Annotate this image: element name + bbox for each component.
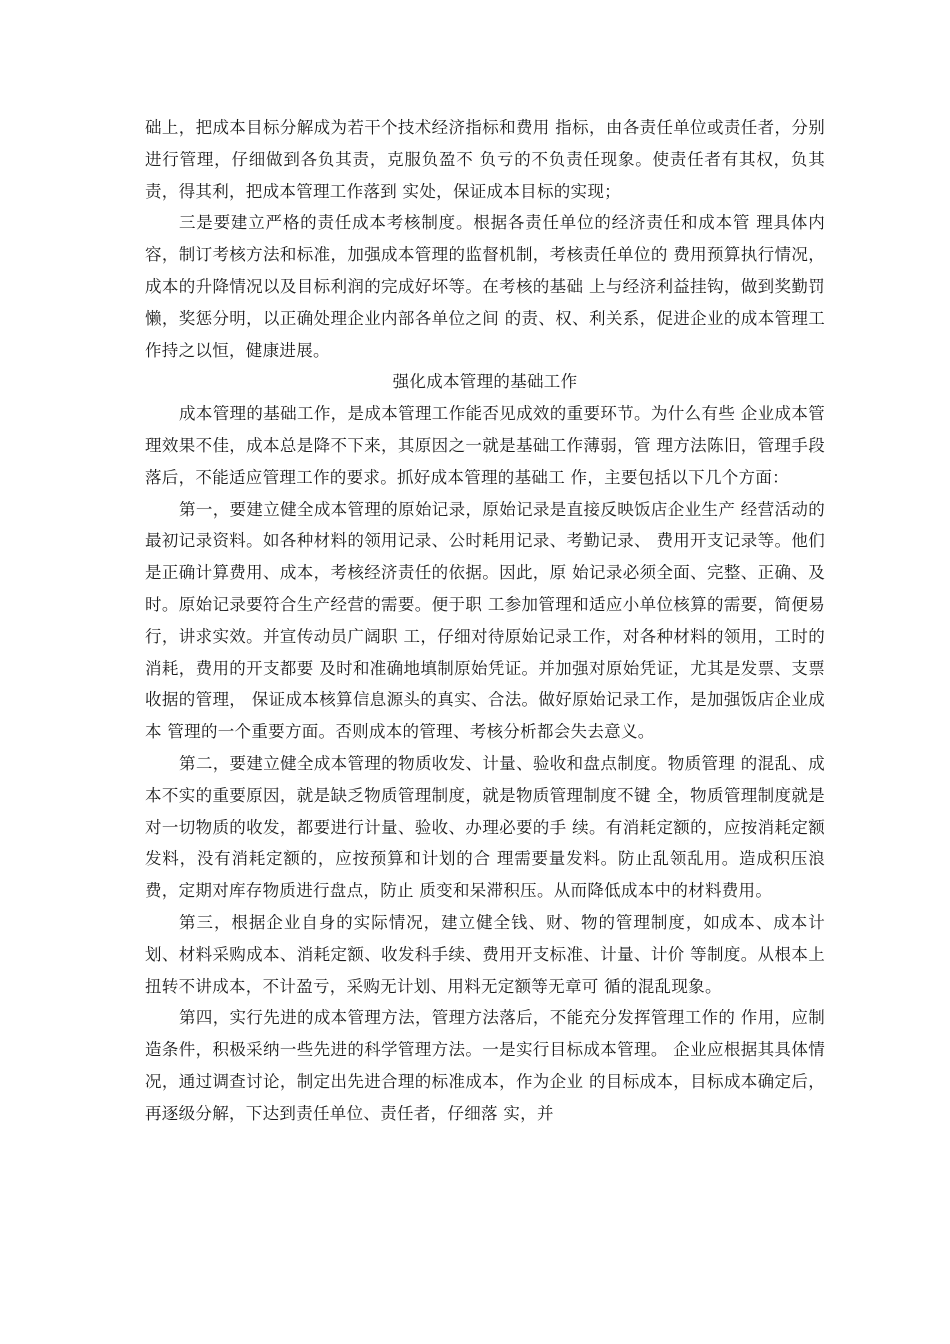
- paragraph-fourth-advanced-methods: 第四，实行先进的成本管理方法，管理方法落后，不能充分发挥管理工作的 作用，应制造条件，积极采纳一些先进的科学管理方法。一是实行目标成本管理。 企业应根据其具体情况，通过调查讨论，制定出先进合理的标准成本，作为企业 的目标成本，目标成本确定后，再逐级分解，下达到责任单位、责任者，仔细落 实，并: [145, 1008, 825, 1123]
- paragraph-responsibility-cost-assessment: 三是要建立严格的责任成本考核制度。根据各责任单位的经济责任和成本管 理具体内容，制订考核方法和标准，加强成本管理的监督机制，考核责任单位的 费用预算执行情况，成本的升降情况以及目标利润的完成好坏等。在考核的基础 上与经济利益挂钩，做到奖勤罚懒，奖惩分明，以正确处理企业内部各单位之间 的责、权、利关系，促进企业的成本管理工作持之以恒，健康进展。: [145, 213, 825, 360]
- paragraph-first-original-records: 第一，要建立健全成本管理的原始记录，原始记录是直接反映饭店企业生产 经营活动的最初记录资料。如各种材料的领用记录、公时耗用记录、考勤记录、 费用开支记录等。他们是正确计算费用、成本，考核经济责任的依据。因此，原 始记录必须全面、完整、正确、及时。原始记录要符合生产经营的需要。便于职 工参加管理和适应小单位核算的需要，简便易行，讲求实效。并宣传动员广阔职 工，仔细对待原始记录工作，对各种材料的领用，工时的消耗，费用的开支都要 及时和准确地填制原始凭证。并加强对原始凭证，尤其是发票、支票收据的管理， 保证成本核算信息源头的真实、合法。做好原始记录工作，是加强饭店企业成本 管理的一个重要方面。否则成本的管理、考核分析都会失去意义。: [145, 499, 825, 742]
- paragraph-second-material-management: 第二，要建立健全成本管理的物质收发、计量、验收和盘点制度。物质管理 的混乱、成本不实的重要原因，就是缺乏物质管理制度，就是物质管理制度不键 全，物质管理制度就是对一切物质的收发，都要进行计量、验收、办理必要的手 续。有消耗定额的，应按消耗定额发料，没有消耗定额的，应按预算和计划的合 理需要量发料。防止乱领乱用。造成积压浪费，定期对库存物质进行盘点，防止 质变和呆滞积压。从而降低成本中的材料费用。: [145, 753, 825, 901]
- document-body: [145, 112, 825, 1130]
- paragraph-continuation: 础上，把成本目标分解成为若干个技术经济指标和费用 指标，由各责任单位或责任者，分别进行管理，仔细做到各负其责，克服负盈不 负亏的不负责任现象。使责任者有其权，负其责，得其利，把成本管理工作落到 实处，保证成本目标的实现；: [145, 118, 825, 201]
- section-heading: 强化成本管理的基础工作: [392, 372, 578, 392]
- paragraph-basic-work-intro: 成本管理的基础工作，是成本管理工作能否见成效的重要环节。为什么有些 企业成本管理效果不佳，成本总是降不下来，其原因之一就是基础工作薄弱，管 理方法陈旧，管理手段落后，不能适应管理工作的要求。抓好成本管理的基础工 作，主要包括以下几个方面：: [145, 404, 825, 487]
- paragraph-third-management-system: 第三，根据企业自身的实际情况，建立健全钱、财、物的管理制度，如成本、成本计划、材料采购成本、消耗定额、收发科手续、费用开支标准、计量、计价 等制度。从根本上扭转不讲成本，不计盈亏，采购无计划、用料无定额等无章可 循的混乱现象。: [145, 912, 825, 996]
